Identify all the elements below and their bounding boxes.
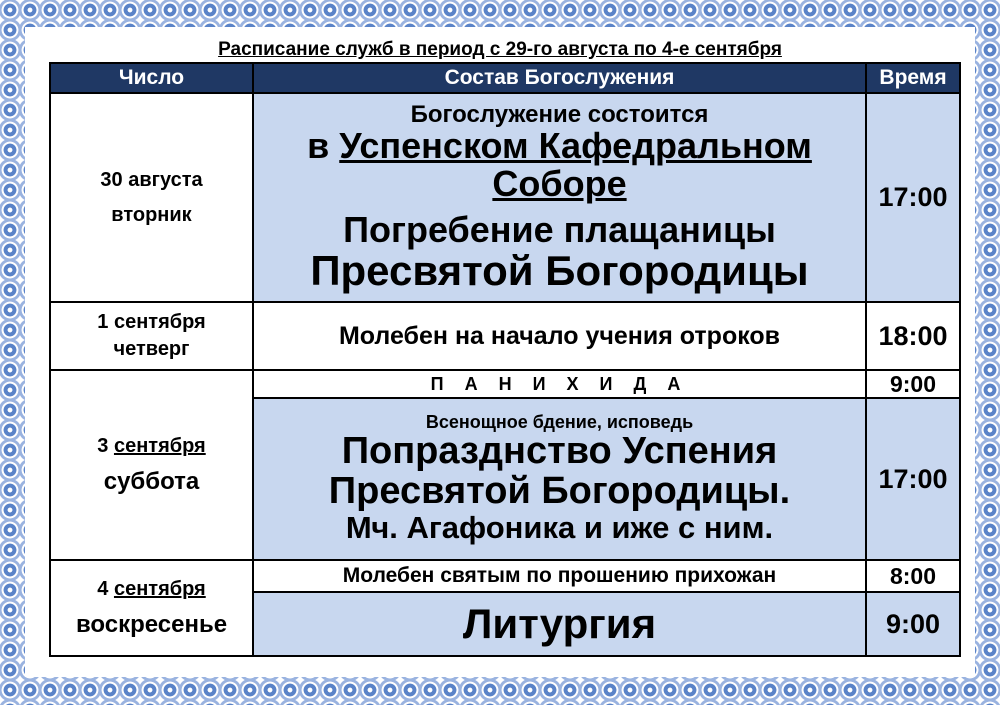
date-cell xyxy=(50,370,253,560)
date-cell xyxy=(50,560,253,656)
table-row xyxy=(50,93,960,302)
date-day: 4 сентября xyxy=(97,577,206,600)
service-cell: Молебен на начало учения отроков xyxy=(253,302,866,370)
service-line: Всенощное бдение, исповедь xyxy=(425,412,694,433)
service-cell: Литургия xyxy=(253,592,866,656)
table-row xyxy=(50,560,960,592)
service-cell: Молебен святым по прошению прихожан xyxy=(253,560,866,592)
header-service: Состав Богослужения xyxy=(253,63,866,93)
time-cell: 17:00 xyxy=(866,398,960,560)
weekday: суббота xyxy=(103,467,200,495)
date-day: 30 августа xyxy=(100,168,203,191)
service-line: в Успенском Кафедральном xyxy=(307,125,812,167)
header-time: Время xyxy=(866,63,960,93)
service-cell: П А Н И Х И Д А xyxy=(253,370,866,398)
service-line: Богослужение состоится xyxy=(410,101,709,129)
table-row xyxy=(50,302,960,370)
service-line: Попразднство Успения xyxy=(341,430,778,473)
date-cell xyxy=(50,302,253,370)
schedule-table xyxy=(49,62,961,657)
service-cell xyxy=(253,398,866,560)
time-cell: 9:00 xyxy=(866,592,960,656)
service-line: Соборе xyxy=(492,163,627,205)
time-cell: 18:00 xyxy=(866,302,960,370)
header-row xyxy=(50,63,960,93)
header-date: Число xyxy=(50,63,253,93)
service-cell xyxy=(253,93,866,302)
service-line: Мч. Агафоника и иже с ним. xyxy=(345,510,774,546)
time-cell: 17:00 xyxy=(866,93,960,302)
service-line: Погребение плащаницы xyxy=(343,208,776,250)
page-content xyxy=(25,27,975,677)
time-cell: 8:00 xyxy=(866,560,960,592)
service-line: Пресвятой Богородицы. xyxy=(328,470,791,513)
weekday: четверг xyxy=(113,338,190,360)
table-row xyxy=(50,370,960,398)
date-day: 3 сентября xyxy=(97,434,206,457)
schedule-title: Расписание служб в период с 29-го августа по 4-е сентября xyxy=(218,39,782,60)
time-cell: 9:00 xyxy=(866,370,960,398)
weekday: воскресенье xyxy=(75,610,228,638)
date-day: 1 сентября xyxy=(97,311,206,333)
service-line: Пресвятой Богородицы xyxy=(310,246,809,294)
weekday: вторник xyxy=(111,203,192,226)
date-cell xyxy=(50,93,253,302)
